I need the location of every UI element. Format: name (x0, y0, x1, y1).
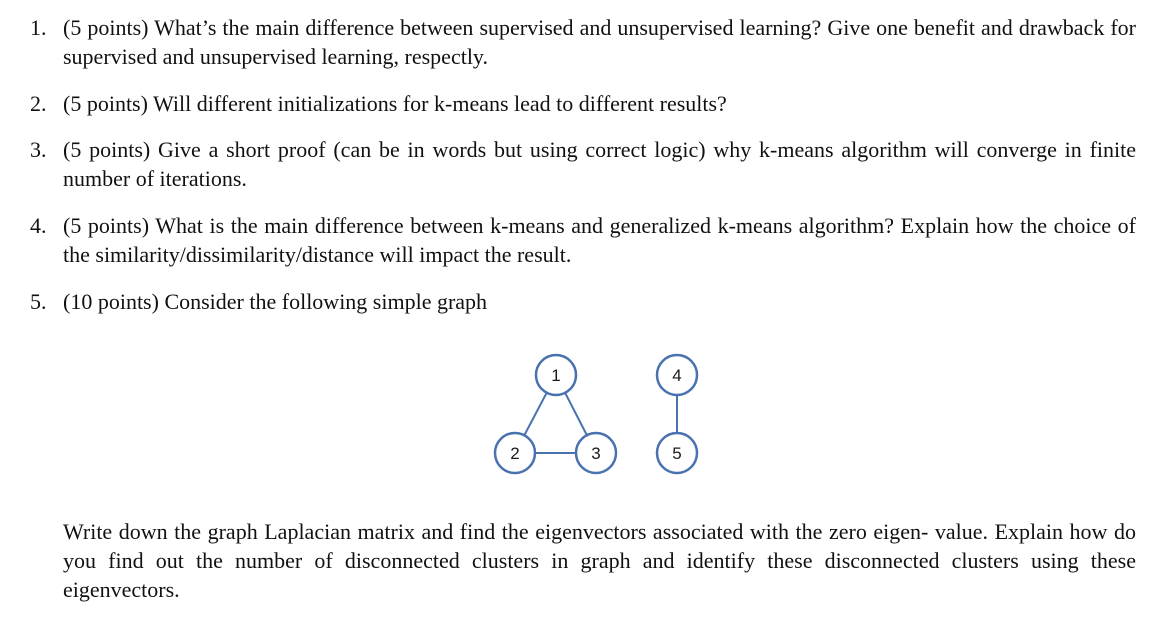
question-text: (10 points) Consider the following simple graph (63, 289, 488, 314)
question-text: (5 points) Will different initializations for k-means lead to different results? (63, 91, 727, 116)
question-number: 3. (30, 137, 47, 162)
question-number: 2. (30, 91, 47, 116)
graph-node-label: 2 (510, 444, 520, 463)
question-number: 1. (30, 15, 47, 40)
question-2 (30, 89, 1136, 118)
question-4 (30, 211, 1136, 269)
question-text: (5 points) What’s the main difference between supervised and unsupervised learning? Give one benefit and drawback for supervised and unsupervised learning, respectly. (63, 15, 1136, 69)
graph-node-label: 3 (591, 444, 601, 463)
question-number: 5. (30, 289, 47, 314)
question-text: (5 points) Give a short proof (can be in words but using correct logic) why k-means algorithm will converge in finite number of iterations. (63, 137, 1136, 191)
graph-node-3 (576, 433, 616, 473)
question-5 (30, 287, 1136, 316)
graph-diagram (480, 340, 720, 490)
question-3 (30, 135, 1136, 193)
graph-node-5 (657, 433, 697, 473)
graph-node-2 (495, 433, 535, 473)
graph-node-label: 5 (672, 444, 682, 463)
graph-node-label: 4 (672, 366, 682, 385)
graph-node-label: 1 (551, 366, 561, 385)
graph-nodes (495, 355, 697, 473)
question-5-followup: Write down the graph Laplacian matrix and find the eigenvectors associated with the zero eigen- value. Explain how do you find out the number of disconnected clusters in graph and identify these disconnected clusters using these eigenvectors. (63, 519, 1136, 602)
question-1 (30, 13, 1136, 71)
graph-node-4 (657, 355, 697, 395)
question-text: (5 points) What is the main difference between k-means and generalized k-means algorithm? Explain how the choice of the similarity/dissimilarity/distance will impact the result. (63, 213, 1136, 267)
graph-node-1 (536, 355, 576, 395)
question-number: 4. (30, 213, 47, 238)
